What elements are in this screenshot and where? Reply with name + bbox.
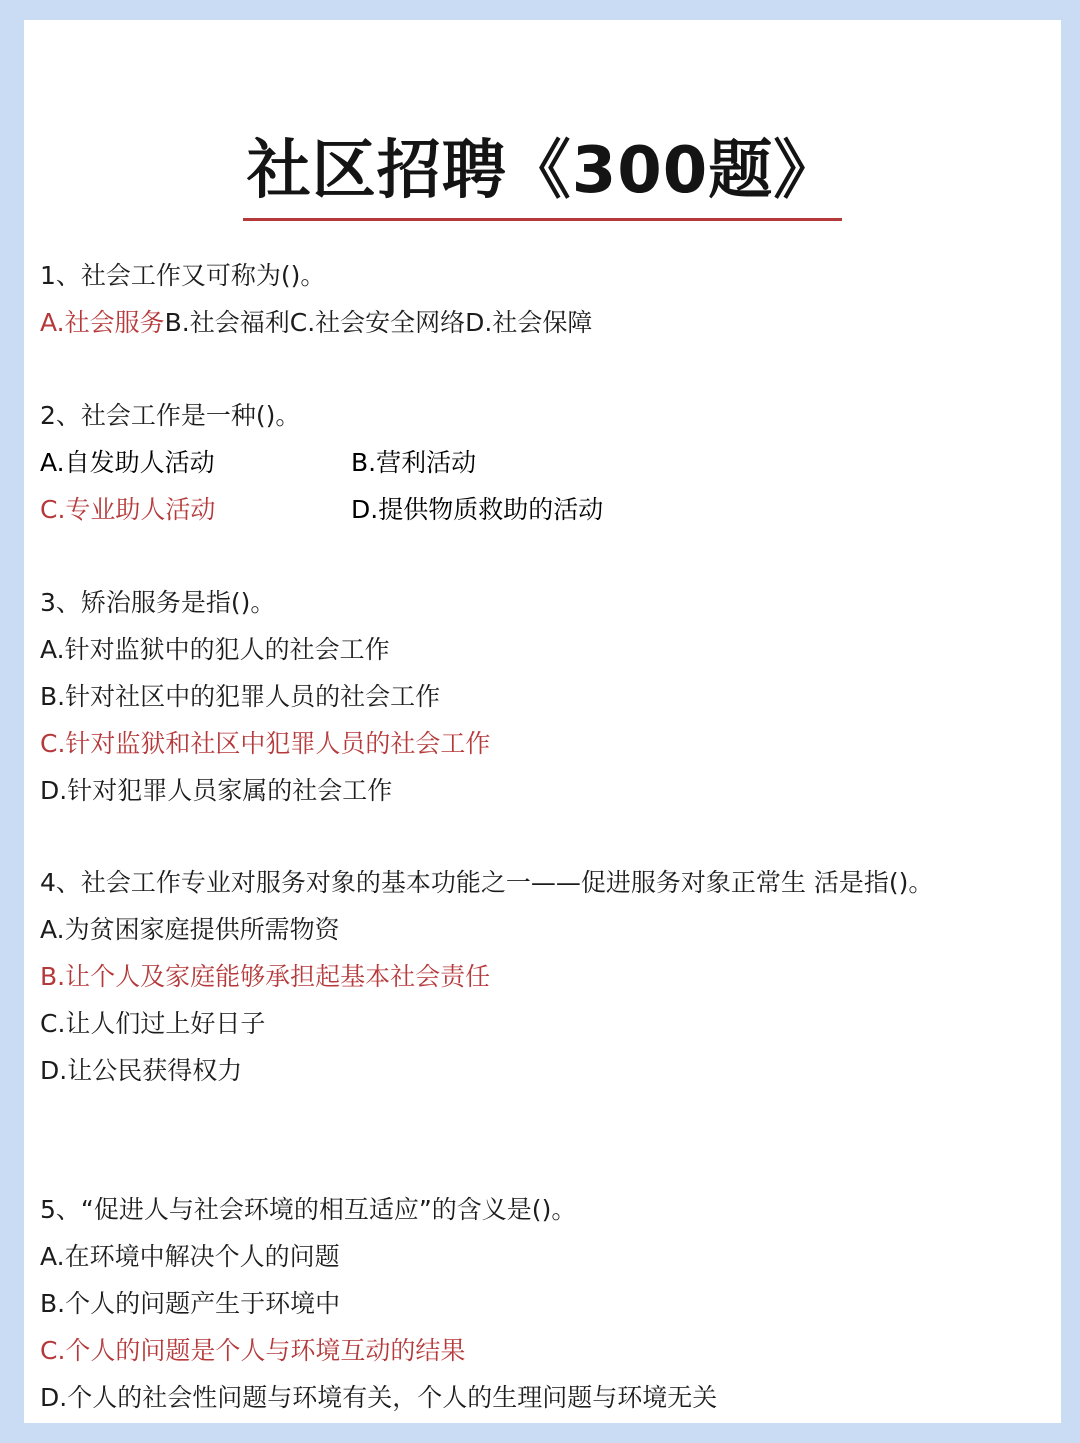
- question-4: [40, 859, 1041, 1094]
- q2-option-b: B.营利活动: [351, 448, 477, 477]
- q3-option-c: C.针对监狱和社区中犯罪人员的社会工作: [40, 729, 491, 758]
- q4-option-d: D.让公民获得权力: [40, 1056, 243, 1085]
- q3-option-b: B.针对社区中的犯罪人员的社会工作: [40, 682, 441, 711]
- question-1-options: [40, 299, 1041, 346]
- quiz-page: [24, 20, 1061, 1423]
- q2-option-c: C.专业助人活动: [40, 495, 216, 524]
- question-4-text: 4、社会工作专业对服务对象的基本功能之一——促进服务对象正常生 活是指()。: [40, 868, 934, 897]
- q2-option-a: A.自发助人活动: [40, 448, 215, 477]
- question-3: [40, 579, 1041, 814]
- q5-option-d: D.个人的社会性问题与环境有关，个人的生理问题与环境无关: [40, 1383, 718, 1412]
- page-title: 社区招聘《300题》: [243, 132, 843, 221]
- q4-option-a: A.为贫困家庭提供所需物资: [40, 915, 340, 944]
- question-2-text: 2、社会工作是一种()。: [40, 401, 301, 430]
- question-5-text: 5、“促进人与社会环境的相互适应”的含义是()。: [40, 1195, 577, 1224]
- q4-option-b: B.让个人及家庭能够承担起基本社会责任: [40, 962, 491, 991]
- q5-option-b: B.个人的问题产生于环境中: [40, 1289, 341, 1318]
- title-wrap: [24, 132, 1061, 221]
- question-1-text: 1、社会工作又可称为()。: [40, 261, 326, 290]
- q1-option-a: A.社会服务: [40, 308, 165, 337]
- q3-option-a: A.针对监狱中的犯人的社会工作: [40, 635, 390, 664]
- q2-row-ab: [40, 439, 1041, 486]
- question-1: [40, 252, 1041, 346]
- q4-option-c: C.让人们过上好日子: [40, 1009, 266, 1038]
- q1-option-b: B.社会福利: [164, 308, 290, 337]
- q1-option-d: D.社会保障: [465, 308, 593, 337]
- q1-option-c: C.社会安全网络: [289, 308, 466, 337]
- q2-row-cd: [40, 486, 1041, 533]
- q3-option-d: D.针对犯罪人员家属的社会工作: [40, 776, 393, 805]
- q2-option-d: D.提供物质救助的活动: [351, 495, 604, 524]
- question-2: [40, 392, 1041, 533]
- question-3-text: 3、矫治服务是指()。: [40, 588, 276, 617]
- q5-option-c: C.个人的问题是个人与环境互动的结果: [40, 1336, 466, 1365]
- q5-option-a: A.在环境中解决个人的问题: [40, 1242, 340, 1271]
- question-5: [40, 1186, 1041, 1421]
